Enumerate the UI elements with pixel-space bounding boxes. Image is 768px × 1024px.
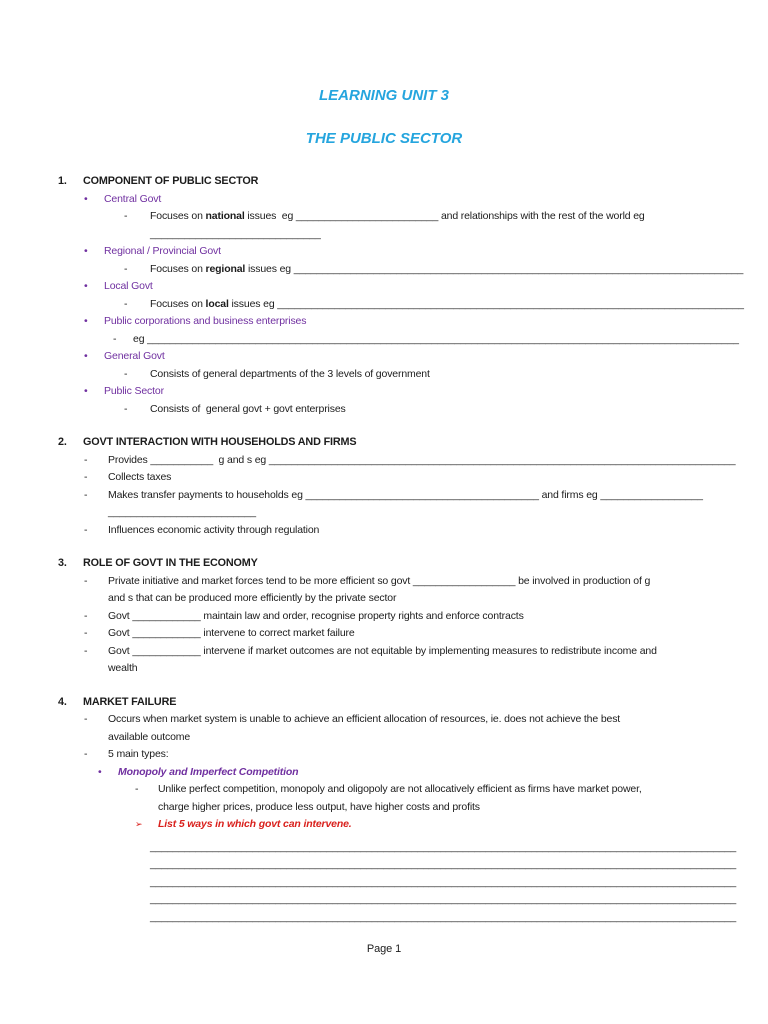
item-text: __________________________ xyxy=(108,506,256,518)
section-title: COMPONENT OF PUBLIC SECTOR xyxy=(83,175,259,187)
item-text: Monopoly and Imperfect Competition xyxy=(118,765,299,778)
list-item xyxy=(0,226,768,244)
list-item xyxy=(0,469,768,487)
section-heading xyxy=(0,694,768,712)
bullet-icon: • xyxy=(98,765,102,778)
item-text: and s that can be produced more efficiently by the private sector xyxy=(108,592,397,604)
arrow-icon: ➢ xyxy=(135,819,143,829)
list-item xyxy=(0,608,768,626)
dash-icon: - xyxy=(124,297,128,310)
item-text: available outcome xyxy=(108,730,191,743)
list-item xyxy=(0,781,768,799)
list-item xyxy=(0,643,768,661)
section-number: 3. xyxy=(58,557,67,569)
list-item xyxy=(0,208,768,226)
list-item xyxy=(0,313,768,331)
item-text: Consists of general departments of the 3 levels of government xyxy=(150,367,430,380)
list-item xyxy=(0,625,768,643)
list-item xyxy=(0,452,768,470)
item-text: Influences economic activity through regulation xyxy=(108,523,320,536)
dash-icon: - xyxy=(124,402,128,415)
list-item xyxy=(0,348,768,366)
item-text: Govt ____________ maintain law and order, recognise property rights and enforce contracts xyxy=(108,609,524,622)
bullet-icon: • xyxy=(84,245,88,257)
item-text: _______________________________________________________________________________________________________ xyxy=(150,893,737,905)
page-number: Page 1 xyxy=(366,943,402,955)
dash-icon: - xyxy=(84,574,88,587)
item-text: Public corporations and business enterprises xyxy=(104,315,307,327)
section-title: GOVT INTERACTION WITH HOUSEHOLDS AND FIRMS xyxy=(83,436,357,448)
list-item xyxy=(0,296,768,314)
dash-icon: - xyxy=(84,609,88,622)
section-title: ROLE OF GOVT IN THE ECONOMY xyxy=(83,557,258,569)
item-text: Provides ___________ g and s eg __________________________________________________________________________________ xyxy=(108,453,736,466)
item-text: General Govt xyxy=(104,350,165,362)
list-item xyxy=(0,746,768,764)
item-text: charge higher prices, produce less output, have higher costs and profits xyxy=(158,800,480,813)
item-text: Central Govt xyxy=(104,192,162,205)
list-item xyxy=(0,764,768,782)
list-item xyxy=(0,331,768,349)
item-text: Govt ____________ intervene to correct market failure xyxy=(108,627,355,639)
answer-blank-line xyxy=(0,891,768,909)
bullet-icon: • xyxy=(84,315,88,327)
item-text: Focuses on local issues eg __________________________________________________________________________________ xyxy=(150,297,744,310)
list-item xyxy=(0,261,768,279)
section-heading xyxy=(0,173,768,191)
sections xyxy=(0,173,768,926)
bullet-icon: • xyxy=(84,350,88,362)
item-text: Consists of general govt + govt enterprises xyxy=(150,402,346,415)
dash-icon: - xyxy=(84,453,88,466)
dash-icon: - xyxy=(84,644,88,657)
bullet-icon: • xyxy=(84,192,88,205)
dash-icon: - xyxy=(124,262,128,275)
list-item xyxy=(0,278,768,296)
list-item xyxy=(0,799,768,817)
dash-icon: - xyxy=(113,332,117,345)
item-text: Public Sector xyxy=(104,385,164,397)
dash-icon: - xyxy=(84,713,88,725)
item-text: wealth xyxy=(108,662,138,674)
dash-icon: - xyxy=(135,783,139,795)
item-text: Focuses on national issues eg _________________________ and relationships with the rest of the world eg xyxy=(150,210,645,222)
item-text: _______________________________________________________________________________________________________ xyxy=(150,858,737,870)
page-subtitle: THE PUBLIC SECTOR xyxy=(305,130,463,147)
list-item xyxy=(0,590,768,608)
answer-blank-line xyxy=(0,909,768,927)
dash-icon: - xyxy=(84,748,88,760)
answer-blank-line xyxy=(0,839,768,857)
list-item xyxy=(0,816,768,834)
list-item xyxy=(0,487,768,505)
section-heading xyxy=(0,555,768,573)
item-text: 5 main types: xyxy=(108,748,169,760)
list-item xyxy=(0,660,768,678)
bullet-icon: • xyxy=(84,385,88,397)
section-number: 2. xyxy=(58,436,67,448)
section-number: 1. xyxy=(58,175,67,187)
item-text: Makes transfer payments to households eg _________________________________________ and firms eg __________________ xyxy=(108,488,703,501)
item-text: List 5 ways in which govt can intervene. xyxy=(158,818,352,830)
item-text: Govt ____________ intervene if market outcomes are not equitable by implementing measures to redistribute income and xyxy=(108,644,657,657)
section-heading xyxy=(0,434,768,452)
item-text: Local Govt xyxy=(104,280,153,292)
dash-icon: - xyxy=(124,367,128,380)
item-text: ______________________________ xyxy=(150,227,321,240)
dash-icon: - xyxy=(84,488,88,501)
item-text: Focuses on regional issues eg _______________________________________________________________________________ xyxy=(150,262,744,275)
list-item xyxy=(0,243,768,261)
item-text: Private initiative and market forces tend to be more efficient so govt __________________ be involved in production of g xyxy=(108,574,651,587)
list-item xyxy=(0,522,768,540)
list-item xyxy=(0,366,768,384)
list-item xyxy=(0,504,768,522)
list-item xyxy=(0,401,768,419)
bullet-icon: • xyxy=(84,280,88,292)
item-text: _______________________________________________________________________________________________________ xyxy=(150,875,737,888)
item-text: Unlike perfect competition, monopoly and oligopoly are not allocatively efficient as firms have market power, xyxy=(158,783,642,795)
item-text: Occurs when market system is unable to achieve an efficient allocation of resources, ie. does not achieve the best xyxy=(108,713,621,725)
list-item xyxy=(0,573,768,591)
answer-blank-line xyxy=(0,874,768,892)
item-text: _______________________________________________________________________________________________________ xyxy=(150,910,737,923)
list-item xyxy=(0,729,768,747)
list-item xyxy=(0,711,768,729)
item-text: _______________________________________________________________________________________________________ xyxy=(150,840,737,853)
section-number: 4. xyxy=(58,695,67,708)
dash-icon: - xyxy=(84,471,88,483)
page-title: LEARNING UNIT 3 xyxy=(318,87,449,104)
section-title: MARKET FAILURE xyxy=(83,695,177,708)
answer-blank-line xyxy=(0,856,768,874)
list-item xyxy=(0,191,768,209)
list-item xyxy=(0,383,768,401)
item-text: eg ________________________________________________________________________________________________________ xyxy=(133,332,739,345)
item-text: Regional / Provincial Govt xyxy=(104,245,221,257)
dash-icon: - xyxy=(84,523,88,536)
dash-icon: - xyxy=(124,210,128,222)
title-block xyxy=(0,0,768,146)
dash-icon: - xyxy=(84,627,88,639)
item-text: Collects taxes xyxy=(108,471,172,483)
